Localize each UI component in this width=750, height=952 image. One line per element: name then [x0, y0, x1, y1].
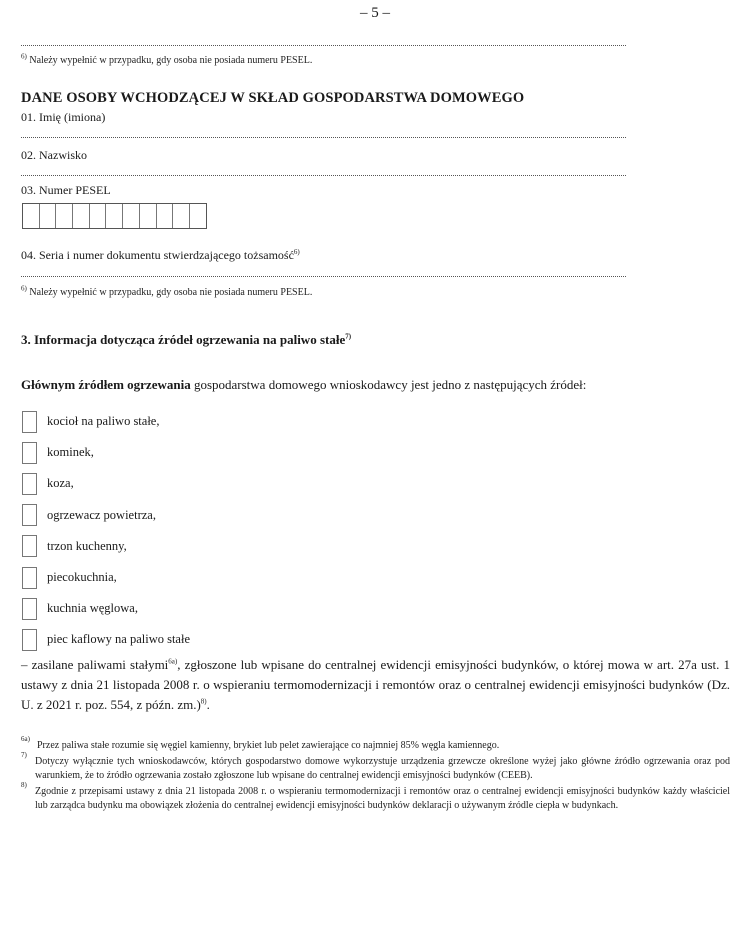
- pesel-digit-cell[interactable]: [23, 204, 40, 228]
- pesel-label: 03. Numer PESEL: [21, 183, 111, 197]
- checkbox[interactable]: [22, 567, 37, 589]
- pesel-digit-cell[interactable]: [123, 204, 140, 228]
- footnote-8: 8) Zgodnie z przepisami ustawy z dnia 21 listopada 2008 r. o wspieraniu termomodernizacji i remontów oraz o centralnej ewidencji emisyjności budynków każdy właściciel lub zarządca budynku ma obowiązek złożenia do centralnej ewidencji emisyjności budynków deklaracji o używanym źródle ciepła w budynkach.: [21, 785, 730, 814]
- option-kitchen-range[interactable]: [22, 531, 190, 562]
- footnote-7: 7) Dotyczy wyłącznie tych wnioskodawców, których gospodarstwo domowe wykorzystuje urządzenia grzewcze określone wyżej jako główne źródło ogrzewania oraz pod warunkiem, że to źródło ogrzewania zostało zgłoszone lub wpisane do centralnej ewidencji emisyjności budynków (CEEB).: [21, 755, 730, 784]
- pesel-digit-cell[interactable]: [190, 204, 206, 228]
- pesel-digit-cell[interactable]: [56, 204, 73, 228]
- option-solid-fuel-boiler[interactable]: [22, 406, 190, 437]
- checkbox[interactable]: [22, 504, 37, 526]
- option-stove-kitchen[interactable]: [22, 562, 190, 593]
- footnote-marker: 6): [293, 248, 300, 256]
- option-stove[interactable]: [22, 468, 190, 499]
- id-document-label-text: 04. Seria i numer dokumentu stwierdzającego tożsamość: [21, 248, 294, 262]
- solid-fuel-paragraph: [21, 655, 730, 715]
- option-label: ogrzewacz powietrza,: [47, 507, 156, 522]
- pesel-input-grid[interactable]: [22, 203, 207, 229]
- option-label: trzon kuchenny,: [47, 538, 127, 553]
- footnote-marker: 6a): [168, 657, 178, 666]
- footnote-marker: 8): [200, 697, 207, 706]
- pesel-digit-cell[interactable]: [157, 204, 174, 228]
- pesel-digit-cell[interactable]: [140, 204, 157, 228]
- footnote-text: Dotyczy wyłącznie tych wnioskodawców, których gospodarstwo domowe wykorzystuje urządzenia grzewcze określone wyżej jako główne źródło ogrzewania oraz pod warunkiem, że to źródło ogrzewania zostało zgłoszone lub wpisane do centralnej ewidencji emisyjności budynków (CEEB).: [35, 755, 730, 781]
- checkbox[interactable]: [22, 473, 37, 495]
- heating-source-intro: [21, 377, 731, 393]
- footnote-6a: 6a) Przez paliwa stałe rozumie się węgiel kamienny, brykiet lub pelet zawierające co najmniej 85% węgla kamiennego.: [21, 739, 730, 754]
- household-member-heading: DANE OSOBY WCHODZĄCEJ W SKŁAD GOSPODARSTWA DOMOWEGO: [21, 90, 525, 106]
- first-name-field[interactable]: [21, 137, 626, 138]
- surname-field[interactable]: [21, 175, 626, 176]
- pesel-footnote-top: [21, 52, 313, 66]
- option-label: kocioł na paliwo stałe,: [47, 414, 160, 429]
- id-document-label: [21, 248, 300, 263]
- footnote-marker: 6): [21, 52, 27, 61]
- page-number: – 5 –: [360, 5, 390, 21]
- checkbox[interactable]: [22, 535, 37, 557]
- checkbox[interactable]: [22, 442, 37, 464]
- checkbox[interactable]: [22, 598, 37, 620]
- pesel-digit-cell[interactable]: [90, 204, 107, 228]
- footnote-text: Zgodnie z przepisami ustawy z dnia 21 listopada 2008 r. o wspieraniu termomodernizacji i remontów oraz o centralnej ewidencji emisyjności budynków każdy właściciel lub zarządca budynku ma obowiązek złożenia do centralnej ewidencji emisyjności budynków deklaracji o używanym źródle ciepła w budynkach.: [35, 785, 730, 811]
- previous-field-dotted-line[interactable]: [21, 45, 626, 46]
- checkbox[interactable]: [22, 411, 37, 433]
- surname-label: 02. Nazwisko: [21, 148, 87, 162]
- para-part-2: , zgłoszone lub wpisane do centralnej ewidencji emisyjności budynków, o której mowa w art. 27a ust. 1 ustawy z dnia 21 listopada 2008 r. o wspieraniu termomodernizacji i remontów oraz o centralnej ewidencji emisyjności budynków (Dz. U. z 2021 r. poz. 554, z późn. zm.): [21, 657, 730, 712]
- option-fireplace[interactable]: [22, 437, 190, 468]
- option-tiled-stove[interactable]: [22, 624, 190, 655]
- option-label: kominek,: [47, 445, 94, 460]
- id-document-field[interactable]: [21, 276, 626, 277]
- heating-source-options: [22, 406, 190, 656]
- footnote-marker: 6): [21, 284, 27, 293]
- checkbox[interactable]: [22, 629, 37, 651]
- para-part-3: .: [206, 697, 210, 712]
- section-3-heading: [21, 332, 351, 348]
- intro-rest: gospodarstwa domowego wnioskodawcy jest jedno z następujących źródeł:: [190, 377, 587, 392]
- footnotes: [21, 735, 730, 815]
- footnote-marker: 7): [345, 332, 352, 341]
- footnote-text: Należy wypełnić w przypadku, gdy osoba nie posiada numeru PESEL.: [29, 55, 313, 66]
- intro-bold: Głównym źródłem ogrzewania: [21, 377, 191, 392]
- option-label: piec kaflowy na paliwo stałe: [47, 632, 191, 647]
- footnote-text: Należy wypełnić w przypadku, gdy osoba nie posiada numeru PESEL.: [29, 287, 313, 298]
- pesel-footnote: [21, 284, 313, 298]
- option-label: piecokuchnia,: [47, 570, 117, 585]
- pesel-digit-cell[interactable]: [173, 204, 190, 228]
- para-part-1: – zasilane paliwami stałymi: [21, 657, 169, 672]
- section-3-heading-text: 3. Informacja dotycząca źródeł ogrzewania na paliwo stałe: [21, 332, 346, 347]
- option-label: koza,: [47, 476, 74, 491]
- footnote-text: Przez paliwa stałe rozumie się węgiel kamienny, brykiet lub pelet zawierające co najmniej 85% węgla kamiennego.: [37, 740, 500, 751]
- first-name-label: 01. Imię (imiona): [21, 110, 106, 124]
- pesel-digit-cell[interactable]: [40, 204, 57, 228]
- option-coal-kitchen[interactable]: [22, 593, 190, 624]
- option-label: kuchnia węglowa,: [47, 601, 138, 616]
- pesel-digit-cell[interactable]: [106, 204, 123, 228]
- option-air-heater[interactable]: [22, 500, 190, 531]
- pesel-digit-cell[interactable]: [73, 204, 90, 228]
